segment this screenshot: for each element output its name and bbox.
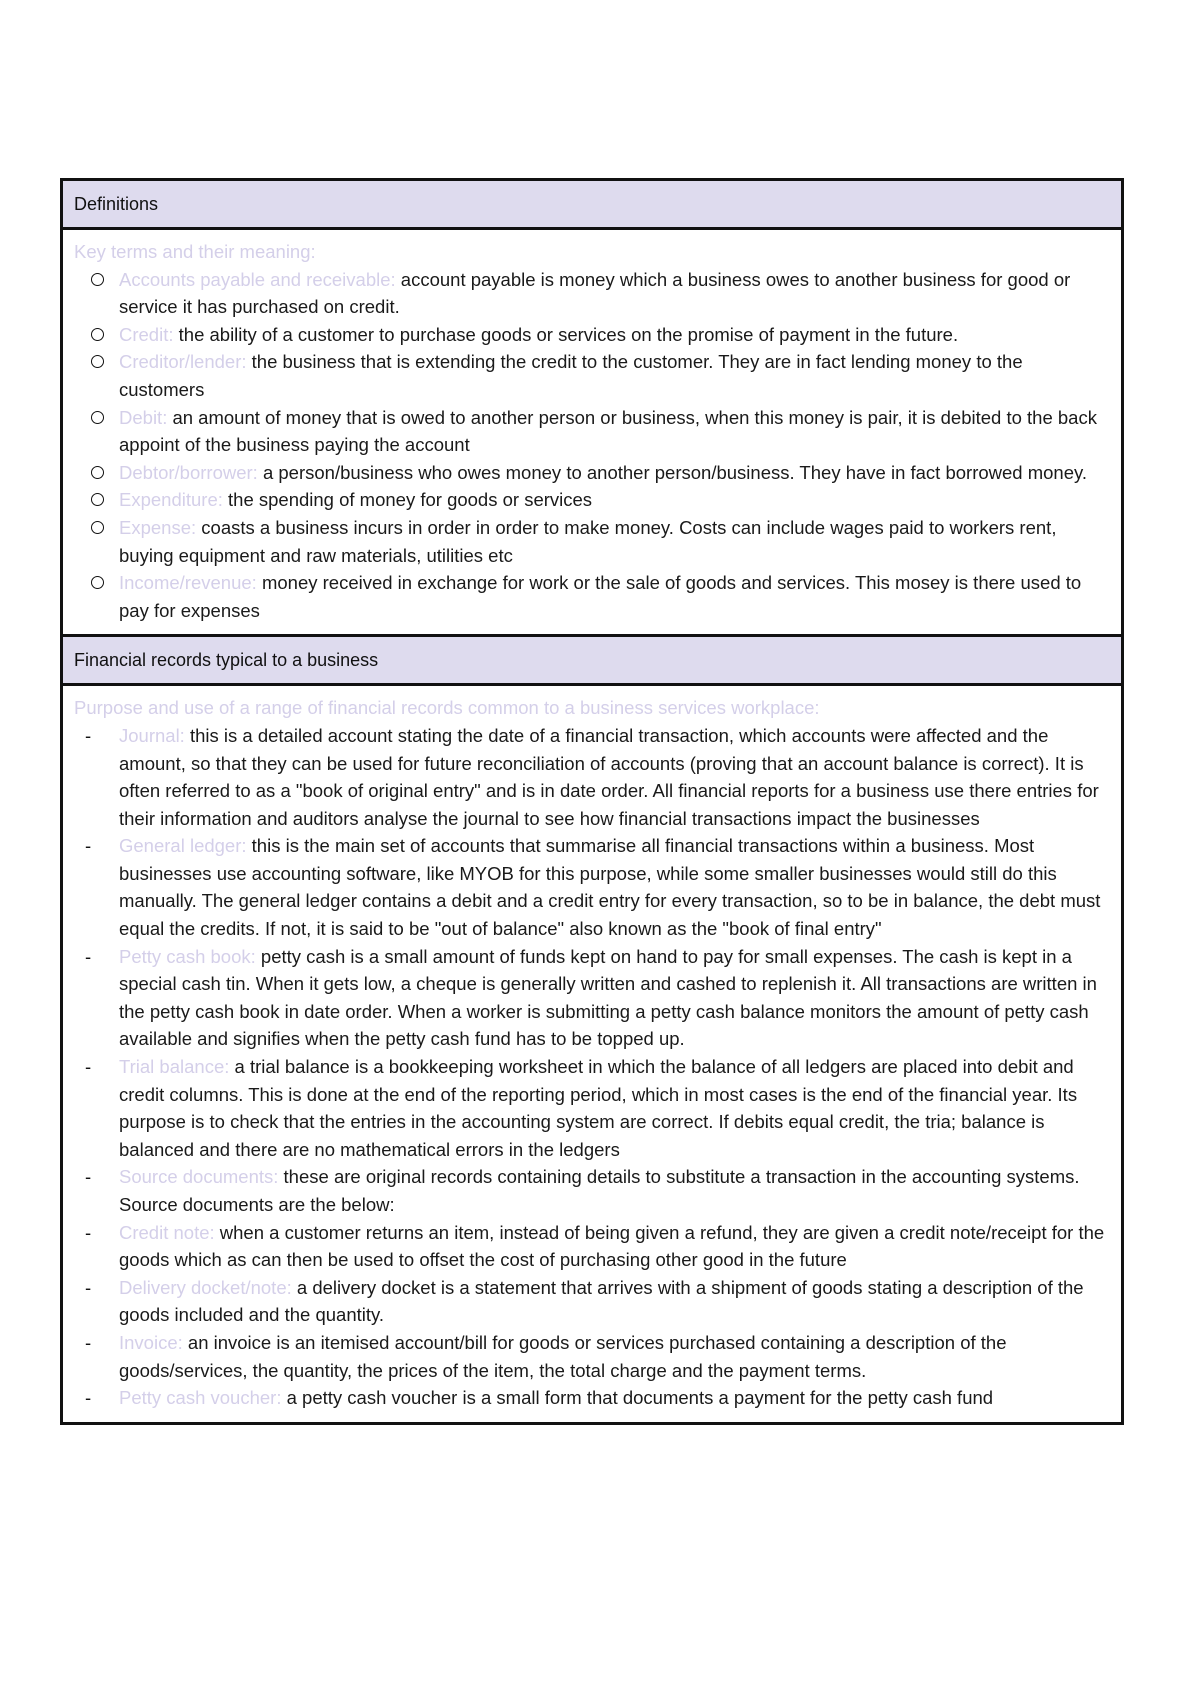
record-item [74,832,1111,942]
record-term: Petty cash book: [119,945,256,967]
definition-text: the business that is extending the credit to the customer. They are in fact lending money to the customers [119,351,1023,400]
record-term: Trial balance: [119,1056,230,1078]
definition-item [74,266,1111,321]
record-term: Petty cash voucher: [119,1387,282,1409]
record-text: an invoice is an itemised account/bill for goods or services purchased containing a description of the goods/services, the quantity, the prices of the item, the total charge and the payment terms. [119,1331,1007,1381]
notes-table [60,178,1124,1425]
dash-bullet-icon: - [85,835,92,857]
record-text: petty cash is a small amount of funds kept on hand to pay for small expenses. The cash is kept in a special cash tin. When it gets low, a cheque is generally written and cashed to replenish it. All transactions are written in the petty cash book in date order. When a worker is submitting a petty cash balance monitors the amount of petty cash available and signifies when the petty cash fund has to be topped up. [119,945,1097,1050]
record-text: when a customer returns an item, instead of being given a refund, they are given a credit note/receipt for the goods which as can then be used to offset the cost of purchasing other good in the future [119,1221,1105,1271]
records-header: Financial records typical to a business [63,634,1121,686]
definition-term: Income/revenue: [119,572,257,594]
definition-item [74,486,1111,514]
records-body [63,686,1121,1421]
circle-bullet-icon [91,355,104,368]
circle-bullet-icon [91,576,104,589]
dash-bullet-icon: - [85,1387,92,1409]
record-term: General ledger: [119,835,247,857]
definition-text: an amount of money that is owed to another person or business, when this money is pair, it is debited to the back appoint of the business paying the account [119,406,1097,456]
record-item [74,1384,1111,1412]
definition-term: Expense: [119,516,197,538]
record-term: Journal: [119,724,185,746]
record-item [74,1329,1111,1384]
dash-bullet-icon: - [85,1276,92,1298]
definition-item [74,404,1111,459]
definition-item [74,569,1111,624]
record-text: a delivery docket is a statement that arrives with a shipment of goods stating a description of the goods included and the quantity. [119,1276,1084,1326]
definition-term: Accounts payable and receivable: [119,268,396,290]
record-term: Invoice: [119,1331,183,1353]
definition-text: account payable is money which a business owes to another business for good or service it has purchased on credit. [119,268,1071,318]
definition-item [74,348,1111,403]
definitions-lead: Key terms and their meaning: [74,241,316,262]
definition-text: coasts a business incurs in order in order to make money. Costs can include wages paid to workers rent, buying equipment and raw materials, utilities etc [119,516,1057,566]
record-text: these are original records containing details to substitute a transaction in the accounting systems. Source documents are the below: [119,1166,1080,1215]
circle-bullet-icon [91,328,104,341]
definition-text: a person/business who owes money to another person/business. They have in fact borrowed money. [257,461,1088,483]
dash-bullet-icon: - [85,1221,92,1243]
definition-term: Credit: [119,323,174,345]
definition-text: the ability of a customer to purchase goods or services on the promise of payment in the future. [173,323,959,345]
dash-bullet-icon: - [85,724,92,746]
record-item [74,1219,1111,1274]
record-item [74,1053,1111,1163]
circle-bullet-icon [91,493,104,506]
circle-bullet-icon [91,466,104,479]
definitions-list [74,266,1111,625]
record-item [74,1274,1111,1329]
dash-bullet-icon: - [85,1056,92,1078]
definitions-header: Definitions [63,181,1121,230]
circle-bullet-icon [91,521,104,534]
records-list [74,722,1111,1412]
record-item [74,1163,1111,1218]
record-text: a trial balance is a bookkeeping worksheet in which the balance of all ledgers are placed into debit and credit columns. This is done at the end of the reporting period, which in most cases is the end of the financial year. Its purpose is to check that the entries in the accounting system are correct. If debits equal credit, the tria; balance is balanced and there are no mathematical errors in the ledgers [119,1056,1078,1160]
record-item [74,722,1111,832]
record-text: this is a detailed account stating the date of a financial transaction, which accounts were affected and the amount, so that they can be used for future reconciliation of accounts (proving that an account balance is correct). It is often referred to as a "book of original entry" and is in date order. All financial reports for a business use there entries for their information and auditors analyse the journal to see how financial transactions impact the businesses [119,724,1099,829]
definition-term: Debtor/borrower: [119,461,258,483]
dash-bullet-icon: - [85,1166,92,1188]
dash-bullet-icon: - [85,945,92,967]
definition-item [74,459,1111,487]
records-lead: Purpose and use of a range of financial records common to a business services workplace: [74,697,820,719]
record-term: Credit note: [119,1221,215,1243]
definition-term: Creditor/lender: [119,351,247,373]
record-text: this is the main set of accounts that summarise all financial transactions within a business. Most businesses use accounting software, like MYOB for this purpose, while some smaller businesses would still do this manually. The general ledger contains a debit and a credit entry for every transaction, so to be in balance, the debt must equal the credits. If not, it is said to be "out of balance" also known as the "book of final entry" [119,835,1101,940]
definition-term: Debit: [119,406,168,428]
definitions-body [63,230,1121,634]
definition-item [74,321,1111,349]
circle-bullet-icon [91,411,104,424]
dash-bullet-icon: - [85,1331,92,1353]
record-term: Delivery docket/note: [119,1276,292,1298]
definition-term: Expenditure: [119,489,223,511]
definition-item [74,514,1111,569]
definition-text: money received in exchange for work or the sale of goods and services. This mosey is there used to pay for expenses [119,572,1082,621]
definition-text: the spending of money for goods or services [222,489,593,511]
record-text: a petty cash voucher is a small form that documents a payment for the petty cash fund [281,1387,994,1409]
record-item [74,943,1111,1053]
circle-bullet-icon [91,273,104,286]
record-term: Source documents: [119,1166,279,1188]
